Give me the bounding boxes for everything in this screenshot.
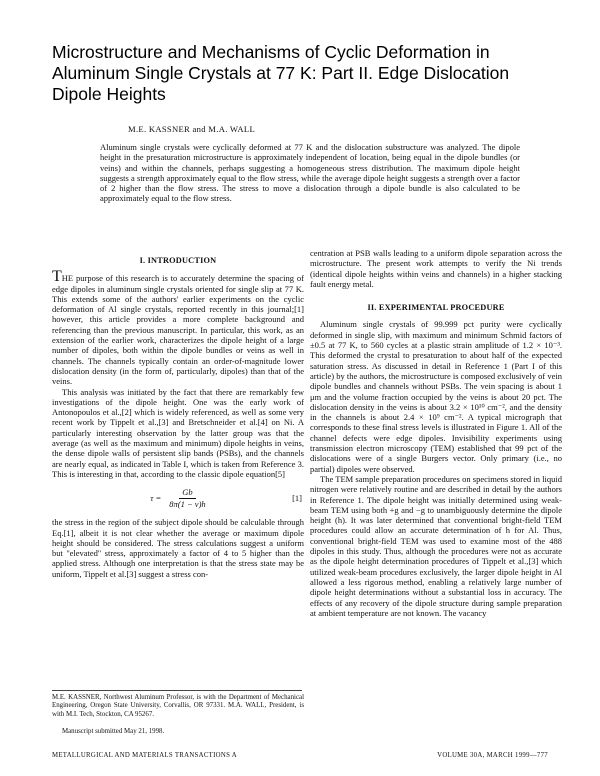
experimental-paragraph-2: The TEM sample preparation procedures on specimens stored in liquid nitrogen were relatively routine and are described in detail by the authors in Reference 1. The dipole height was initially determined using weak-beam TEM using both +g and −g to unambiguously determine the dipole height (h). It was later determined that conventional bright-field TEM procedures could allow an accurate determination of h for Al. Thus, conventional bright-field TEM was used to examine most of the 488 dipoles in this study. Thus, although the procedures were not as accurate as the dipole height determination procedures of Tippelt et al.,[3] which utilized weak-beam procedures exclusively, the larger dipole height in Al allowed a less rigorous method, enabling a relatively large number of dipole height determinations without a substantial loss in accuracy. The effects of any recovery of the dipole structure during sample preparation at ambient temperature are not known. The vacancy <box>310 473 562 618</box>
abstract: Aluminum single crystals were cyclically deformed at 77 K and the dislocation substructure was analyzed. The dipole height in the presaturation microstructure is approximately independent of location, being equal in the dipole bundles (or veins) and within the channels, perhaps suggesting a homogeneous stress distribution. The maximum dipole height suggests a strength approximately equal to the flow stress, while the average dipole height suggests a strength over a factor of 2 higher than the flow stress. The stress to move a dislocation through a dipole bundle is also calculated to be approximately equal to the flow stress. <box>100 142 520 204</box>
intro-paragraph-1-text: HE purpose of this research is to accurately determine the spacing of edge dipoles in aluminum single crystals oriented for single slip at 77 K. This extends some of the authors' earlier experiments on the cyclic deformation of Al single crystals, reported recently in this journal;[1] however, this article provides a more complete background and referencing than the previous manuscript. In particular, this work, as an extension of the earlier work, characterizes the dipole height of a large number of dipoles, both within the dipole bundles or veins as well in channels. The channels typically contain an order-of-magnitude lower dislocation density (in the form of, particularly, dipoles) than that of the veins. <box>52 273 304 387</box>
received-date: Manuscript submitted May 21, 1998. <box>62 728 165 735</box>
author-footnote: M.E. KASSNER, Northwest Aluminum Professor, is with the Department of Mechanical Engineering, Oregon State University, Corvallis, OR 97331. M.A. WALL, President, is with M.I. Tech, Stockton, CA 95267. <box>52 694 304 718</box>
journal-name: METALLURGICAL AND MATERIALS TRANSACTIONS A <box>52 752 238 759</box>
experimental-paragraph-1: Aluminum single crystals of 99.999 pct purity were cyclically deformed in single slip, with maximum and minimum Schmid factors of ±0.5 at 77 K, to 560 cycles at a plastic strain amplitude of 1.2 × 10⁻³. This deformed the crystal to presaturation to about half of the expected saturation stress. As discussed in detail in Reference 1 (Part I of this article) by the authors, the microstructure is composed exclusively of vein dipole bundles and channels without PSBs. The vein spacing is about 1 μm and the volume fraction occupied by the veins is about 20 pct. The dislocation density in the veins is about 3.2 × 10¹⁰ cm⁻², and the density in the channels is about 2.4 × 10⁹ cm⁻². A typical micrograph that corresponds to these final stress levels is illustrated in Figure 1. All of the channel defects were edge dipoles. Invisibility experiments using transmission electron microscopy (TEM) established that 99 pct of the dislocations were of a single Burgers vector. Only primary (i.e., no partial) dipoles were observed. <box>310 319 562 474</box>
volume-page: VOLUME 30A, MARCH 1999—777 <box>437 752 548 759</box>
equation-denominator: 8π(1 − ν)h <box>169 498 206 509</box>
equation-numerator: Gb <box>179 487 195 498</box>
intro-paragraph-2: This analysis was initiated by the fact that there are remarkably few investigations of the dipole height. One was the early work of Antonopoulos et al.,[2] which is widely referenced, as well as some very recent work by Tippelt et al.,[3] and Bretschneider et al.[4] on Ni. A particularly interesting observation by the latter group was that the average (as well as the maximum and minimum) dipole heights in veins, the dense dipole walls of persistent slip bands (PSBs), and the channels are nearly equal, as indicated in Table I, which is taken from Reference 3. This is interesting in that, according to the classic dipole equation[5] <box>52 386 304 479</box>
article-title: Microstructure and Mechanisms of Cyclic Deformation in Aluminum Single Crystals at 77 K: Part II. Edge Dislocation Dipole Heights <box>52 42 510 104</box>
experimental-heading: II. EXPERIMENTAL PROCEDURE <box>367 303 505 313</box>
introduction-heading: I. INTRODUCTION <box>139 256 217 265</box>
equation-number: [1] <box>292 493 302 504</box>
right-paragraph-continued: centration at PSB walls leading to a uniform dipole separation across the microstructure. The present work attempts to verify the Ni trends (identical dipole heights within veins and channels) in a higher stacking fault energy metal. <box>310 248 562 289</box>
intro-paragraph-1 <box>52 268 304 387</box>
left-column <box>52 256 304 579</box>
dipole-equation <box>52 484 304 512</box>
footnote-divider <box>52 690 302 691</box>
drop-cap: T <box>52 268 62 286</box>
intro-paragraph-3: the stress in the region of the subject dipole should be calculable through Eq.[1], albeit it is not clear whether the average or maximum dipole height should be considered. The stress calculations suggest a uniform but ''elevated'' stress, approximately a factor of 4 to 5 higher than the applied stress. Although one interpretation is that the stress state may be uniform, Tippelt et al.[3] suggest a stress con- <box>52 517 304 579</box>
author-line: M.E. KASSNER and M.A. WALL <box>128 124 255 134</box>
right-column <box>310 248 562 618</box>
equation-lhs: τ = <box>150 493 162 504</box>
equation-fraction <box>169 487 205 509</box>
